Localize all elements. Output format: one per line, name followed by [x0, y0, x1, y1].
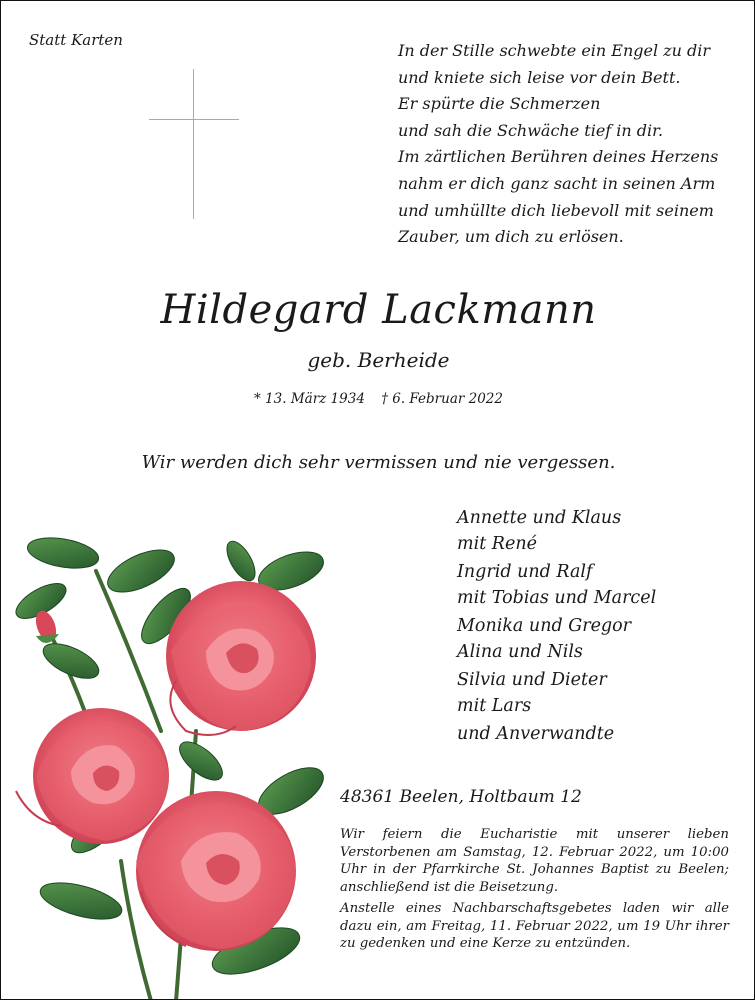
- statt-karten-label: Statt Karten: [29, 31, 123, 49]
- family-line: mit Lars: [457, 695, 532, 716]
- poem-line: und kniete sich leise vor dein Bett.: [398, 67, 681, 87]
- family-line: und Anverwandte: [457, 724, 615, 744]
- rose: [166, 581, 316, 735]
- family-line: Ingrid und Ralf: [457, 562, 593, 582]
- death-date: † 6. Februar 2022: [381, 391, 503, 407]
- family-line: Monika und Gregor: [457, 616, 632, 636]
- birth-name: geb. Berheide: [307, 348, 450, 372]
- farewell-message: Wir werden dich sehr vermissen und nie vergessen.: [141, 452, 616, 473]
- family-line: Annette und Klaus: [457, 508, 622, 528]
- family-group: [457, 560, 656, 611]
- family-list: [457, 506, 656, 751]
- poem-line: und umhüllte dich liebevoll mit seinem: [398, 200, 714, 220]
- birth-date: * 13. März 1934: [254, 391, 365, 407]
- poem-line: In der Stille schwebte ein Engel zu dir: [398, 41, 711, 60]
- family-line: mit Tobias und Marcel: [457, 587, 657, 608]
- family-group: [457, 614, 656, 665]
- rose: [16, 708, 169, 844]
- poem: [398, 38, 718, 251]
- family-group: [457, 506, 656, 557]
- address: 48361 Beelen, Holtbaum 12: [340, 787, 582, 807]
- poem-line: Im zärtlichen Berühren deines Herzens: [398, 147, 719, 167]
- poem-line: und sah die Schwäche tief in dir.: [398, 120, 664, 140]
- prayer-notice: Anstelle eines Nachbarschaftsgebetes laden wir alle dazu ein, am Freitag, 11. Februar 2022, um 19 Uhr ihrer zu gedenken und eine Kerze zu entzünden.: [340, 901, 729, 951]
- family-line: mit René: [457, 533, 537, 554]
- service-notices: [340, 826, 729, 957]
- family-group: [457, 722, 656, 748]
- poem-line: nahm er dich ganz sacht in seinen Arm: [398, 173, 716, 193]
- roses-illustration: [1, 531, 341, 1000]
- deceased-name: Hildegard Lackmann: [160, 287, 597, 333]
- poem-line: Er spürte die Schmerzen: [398, 94, 601, 114]
- poem-line: Zauber, um dich zu erlösen.: [398, 227, 624, 247]
- family-line: Silvia und Dieter: [457, 670, 607, 690]
- rose: [136, 791, 296, 951]
- family-group: [457, 668, 656, 719]
- mass-notice: Wir feiern die Eucharistie mit unserer lieben Verstorbenen am Samstag, 12. Februar 2022, um 10:00 Uhr in der Pfarrkirche St. Johannes Baptist zu Beelen; anschließend ist die Beisetzung.: [340, 827, 729, 895]
- life-dates: [1, 391, 755, 407]
- family-line: Alina und Nils: [457, 641, 583, 662]
